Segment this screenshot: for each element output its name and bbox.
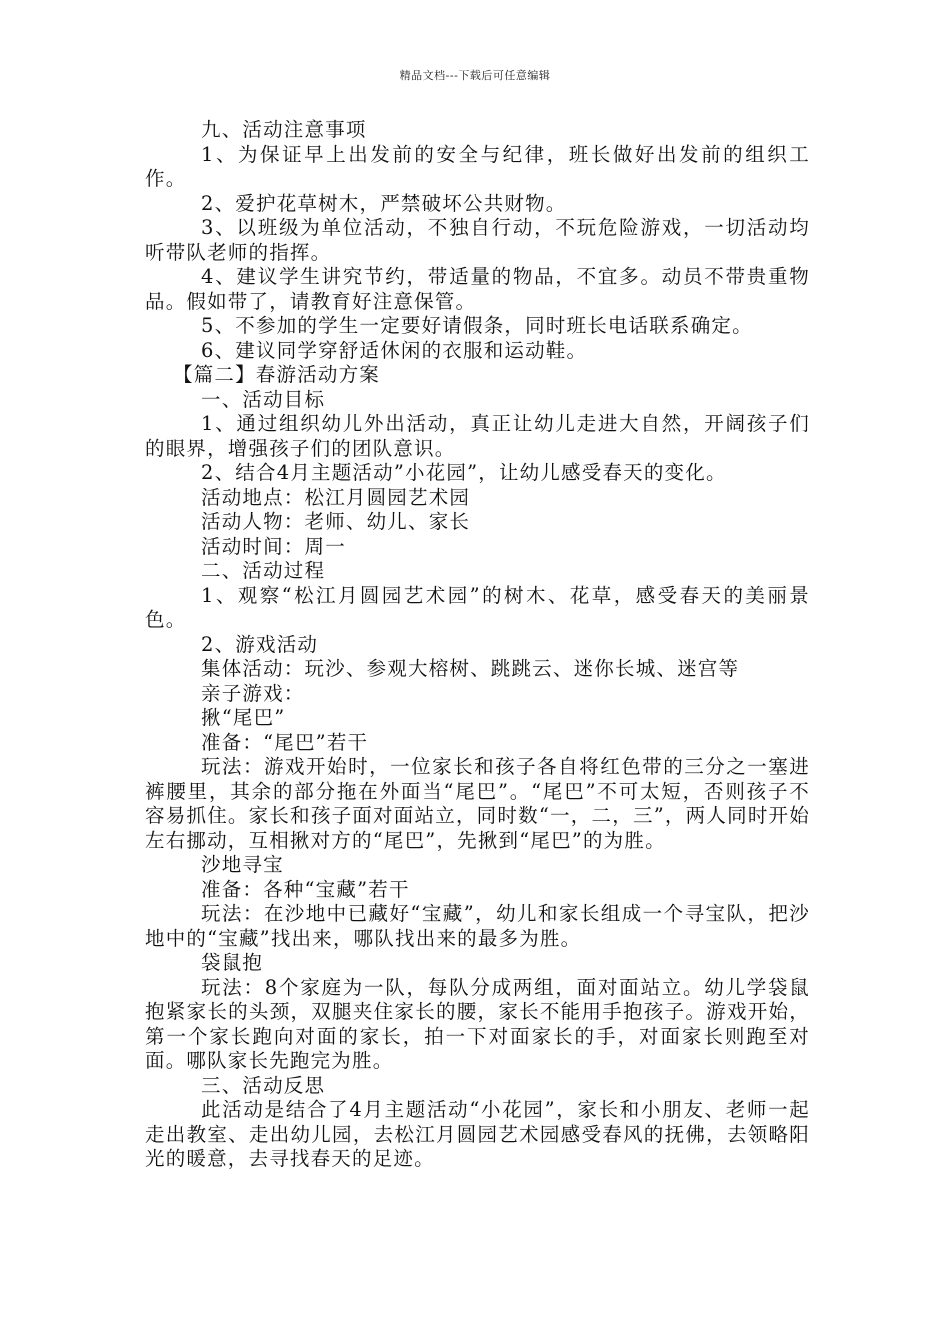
paragraph: 3、以班级为单位活动，不独自行动，不玩危险游戏，一切活动均听带队老师的指挥。 — [145, 216, 810, 264]
paragraph: 【篇二】春游活动方案 — [173, 363, 381, 386]
paragraph: 集体活动：玩沙、参观大榕树、跳跳云、迷你长城、迷宫等 — [201, 657, 740, 680]
paragraph: 准备：各种“宝藏”若干 — [201, 877, 410, 901]
paragraph: 二、活动过程 — [201, 559, 326, 582]
paragraph: 九、活动注意事项 — [201, 118, 367, 141]
paragraph: 活动人物：老师、幼儿、家长 — [201, 510, 471, 533]
paragraph: 三、活动反思 — [201, 1073, 326, 1097]
document-body — [145, 118, 810, 1172]
paragraph: 准备：“尾巴”若干 — [201, 730, 369, 754]
paragraph: 1、为保证早上出发前的安全与纪律，班长做好出发前的组织工作。 — [145, 142, 810, 190]
paragraph: 1、通过组织幼儿外出活动，真正让幼儿走进大自然，开阔孩子们的眼界，增强孩子们的团队意识。 — [145, 412, 810, 460]
paragraph: 4、建议学生讲究节约，带适量的物品，不宜多。动员不带贵重物品。假如带了，请教育好注意保管。 — [145, 265, 810, 313]
paragraph: 玩法：8个家庭为一队，每队分成两组，面对面站立。幼儿学袋鼠抱紧家长的头颈，双腿夹住家长的腰，家长不能用手抱孩子。游戏开始，第一个家长跑向对面的家长，拍一下对面家长的手，对面家长则跑至对面。哪队家长先跑完为胜。 — [145, 975, 810, 1072]
paragraph: 2、结合4月主题活动”小花园”，让幼儿感受春天的变化。 — [201, 461, 727, 484]
paragraph: 亲子游戏： — [201, 681, 305, 705]
paragraph: 活动时间：周一 — [201, 534, 346, 558]
paragraph: 2、游戏活动 — [201, 632, 319, 656]
paragraph: 玩法：游戏开始时，一位家长和孩子各自将红色带的三分之一塞进裤腰里，其余的部分拖在外面当“尾巴”。“尾巴”不可太短，否则孩子不容易抓住。家长和孩子面对面站立，同时数“一，二，三”，两人同时开始左右挪动，互相揪对方的“尾巴”，先揪到“尾巴”的为胜。 — [145, 755, 810, 852]
paragraph: 活动地点：松江月圆园艺术园 — [201, 485, 471, 509]
paragraph: 2、爱护花草树木，严禁破坏公共财物。 — [201, 191, 567, 215]
paragraph: 袋鼠抱 — [201, 951, 264, 974]
paragraph: 此活动是结合了4月主题活动“小花园”，家长和小朋友、老师一起走出教室、走出幼儿园，去松江月圆园艺术园感受春风的抚佛，去领略阳光的暖意，去寻找春天的足迹。 — [145, 1098, 810, 1170]
paragraph: 6、建议同学穿舒适休闲的衣服和运动鞋。 — [201, 338, 588, 362]
paragraph: 1、观察“松江月圆园艺术园”的树木、花草，感受春天的美丽景色。 — [145, 583, 810, 631]
paragraph: 揪“尾巴” — [201, 706, 286, 729]
paragraph: 沙地寻宝 — [201, 853, 284, 876]
paragraph: 5、不参加的学生一定要好请假条，同时班长电话联系确定。 — [201, 314, 753, 337]
paragraph: 一、活动目标 — [201, 387, 326, 411]
page-header: 精品文档---下载后可任意编辑 — [399, 69, 551, 82]
paragraph: 玩法：在沙地中已藏好“宝藏”，幼儿和家长组成一个寻宝队，把沙地中的“宝藏”找出来，哪队找出来的最多为胜。 — [145, 902, 810, 950]
